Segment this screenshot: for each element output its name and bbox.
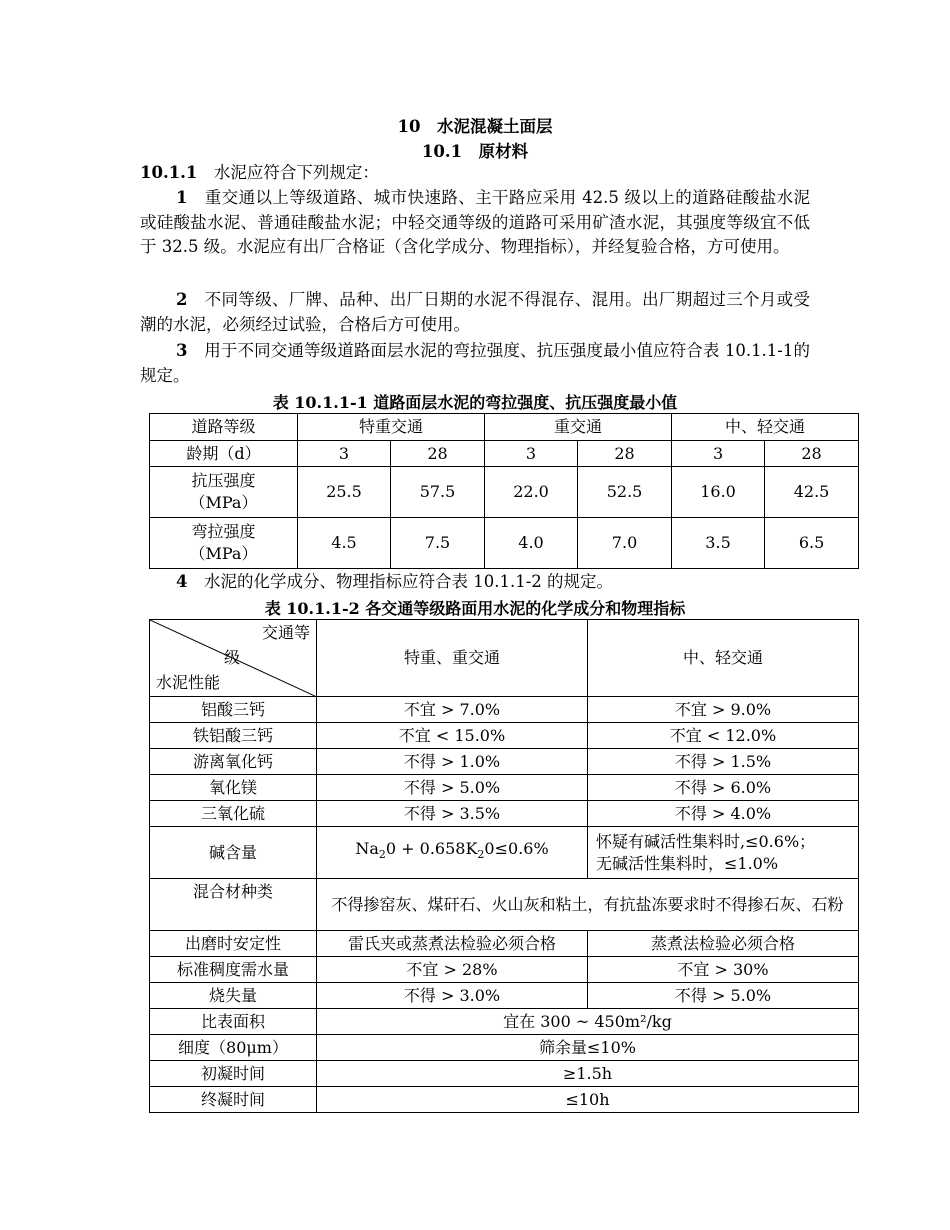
table-row <box>150 441 859 467</box>
value-cell: 不宜 < 12.0% <box>588 723 859 749</box>
item-text: 水泥的化学成分、物理指标应符合表 10.1.1-2 的规定。 <box>203 572 614 591</box>
row-label: 铁铝酸三钙 <box>150 723 317 749</box>
value-cell: 不得 > 3.0% <box>317 983 588 1009</box>
corner-label-bottom: 水泥性能 <box>156 673 221 692</box>
table2-caption: 表 10.1.1-2 各交通等级路面用水泥的化学成分和物理指标 <box>264 599 686 618</box>
formula-subscript: 2 <box>477 848 485 862</box>
row-label <box>150 518 298 569</box>
value-cell: 22.0 <box>485 467 578 518</box>
value-line: 无碱活性集料时，≤1.0% <box>596 853 779 873</box>
header-group: 中、轻交通 <box>672 414 859 441</box>
table1-caption: 表 10.1.1-1 道路面层水泥的弯拉强度、抗压强度最小值 <box>272 393 678 412</box>
item-number: 2 <box>176 290 188 309</box>
item-text: 重交通以上等级道路、城市快速路、主干路应采用 42.5 级以上的道路硅酸盐水泥或硅酸盐水泥、普通硅酸盐水泥；中轻交通等级的道路可采用矿渣水泥，其强度等级宜不低于 32.5 级。水泥应有出厂合格证（含化学成分、物理指标），并经复验合格，方可使用。 <box>140 188 810 256</box>
value-line: 怀疑有碱活性集料时,≤0.6%； <box>596 831 816 851</box>
table-row <box>150 931 859 957</box>
clause-text: 水泥应符合下列规定： <box>213 163 379 182</box>
table-row <box>150 983 859 1009</box>
table-row <box>150 827 859 879</box>
age-cell: 28 <box>578 441 672 467</box>
table-row <box>150 801 859 827</box>
label-line: 抗压强度 <box>191 471 256 490</box>
row-label: 混合材种类 <box>150 879 317 931</box>
value-cell: 不得 > 6.0% <box>588 775 859 801</box>
row-label: 初凝时间 <box>150 1061 317 1087</box>
table-row <box>150 749 859 775</box>
table-row <box>150 467 859 518</box>
header-road-grade: 道路等级 <box>150 414 298 441</box>
value-cell: 不宜 > 28% <box>317 957 588 983</box>
value-cell: 不得 > 3.5% <box>317 801 588 827</box>
value-cell: 蒸煮法检验必须合格 <box>588 931 859 957</box>
item-2 <box>140 288 810 337</box>
value-cell: 不得 > 1.5% <box>588 749 859 775</box>
formula-part: 0 + 0.658K <box>385 839 478 859</box>
merged-value-cell: 宜在 300 ~ 450m²/kg <box>317 1009 859 1035</box>
table-row <box>150 775 859 801</box>
formula-part: 0≤0.6% <box>484 839 549 859</box>
table-row <box>150 518 859 569</box>
table-row <box>150 879 859 931</box>
value-cell: 不得 > 1.0% <box>317 749 588 775</box>
table-row <box>150 620 859 697</box>
item-3 <box>140 339 810 388</box>
chemical-physical-table <box>149 619 859 1113</box>
value-cell: 4.5 <box>298 518 391 569</box>
value-cell: 3.5 <box>672 518 765 569</box>
clause-number: 10.1.1 <box>140 163 198 182</box>
label-unit: （MPa） <box>189 544 258 563</box>
alkali-formula <box>317 827 588 879</box>
header-light-traffic: 中、轻交通 <box>588 620 859 697</box>
row-label: 比表面积 <box>150 1009 317 1035</box>
row-label: 烧失量 <box>150 983 317 1009</box>
value-cell: 57.5 <box>391 467 485 518</box>
age-cell: 3 <box>298 441 391 467</box>
value-cell: 7.0 <box>578 518 672 569</box>
table-row <box>150 697 859 723</box>
merged-value-cell: ≤10h <box>317 1087 859 1113</box>
age-cell: 28 <box>765 441 859 467</box>
diagonal-header-cell <box>150 620 317 697</box>
strength-table <box>149 413 859 569</box>
value-cell: 不得 > 5.0% <box>588 983 859 1009</box>
item-4 <box>140 570 810 595</box>
value-cell: 52.5 <box>578 467 672 518</box>
corner-label-top: 交通等 <box>261 623 310 642</box>
value-cell: 6.5 <box>765 518 859 569</box>
corner-label-mid: 级 <box>224 648 241 667</box>
value-cell: 7.5 <box>391 518 485 569</box>
merged-value-cell: ≥1.5h <box>317 1061 859 1087</box>
value-cell: 不宜 > 7.0% <box>317 697 588 723</box>
header-age: 龄期（d） <box>150 441 298 467</box>
row-label: 三氧化硫 <box>150 801 317 827</box>
header-group: 特重交通 <box>298 414 485 441</box>
item-number: 4 <box>176 572 188 591</box>
value-cell: 不得 > 5.0% <box>317 775 588 801</box>
table-row <box>150 414 859 441</box>
merged-value-cell: 不得掺窑灰、煤矸石、火山灰和粘土，有抗盐冻要求时不得掺石灰、石粉 <box>317 879 859 931</box>
table-row <box>150 1009 859 1035</box>
value-cell: 雷氏夹或蒸煮法检验必须合格 <box>317 931 588 957</box>
merged-value-cell: 筛余量≤10% <box>317 1035 859 1061</box>
age-cell: 3 <box>672 441 765 467</box>
value-cell: 4.0 <box>485 518 578 569</box>
label-line: 弯拉强度 <box>191 522 256 541</box>
clause-10-1-1 <box>140 161 810 186</box>
age-cell: 3 <box>485 441 578 467</box>
header-group: 重交通 <box>485 414 672 441</box>
value-cell: 不得 > 4.0% <box>588 801 859 827</box>
value-cell: 25.5 <box>298 467 391 518</box>
age-cell: 28 <box>391 441 485 467</box>
row-label: 出磨时安定性 <box>150 931 317 957</box>
formula-subscript: 2 <box>378 848 386 862</box>
item-number: 3 <box>176 341 188 360</box>
row-label: 铝酸三钙 <box>150 697 317 723</box>
value-cell: 不宜 < 15.0% <box>317 723 588 749</box>
table-row <box>150 723 859 749</box>
table-row <box>150 1061 859 1087</box>
value-cell: 不宜 > 9.0% <box>588 697 859 723</box>
row-label: 氧化镁 <box>150 775 317 801</box>
value-cell: 42.5 <box>765 467 859 518</box>
row-label: 终凝时间 <box>150 1087 317 1113</box>
row-label: 标准稠度需水量 <box>150 957 317 983</box>
row-label: 游离氧化钙 <box>150 749 317 775</box>
table-row <box>150 1087 859 1113</box>
item-number: 1 <box>176 188 188 207</box>
chapter-title: 10 水泥混凝土面层 <box>397 117 553 136</box>
row-label: 碱含量 <box>150 827 317 879</box>
item-text: 不同等级、厂牌、品种、出厂日期的水泥不得混存、混用。出厂期超过三个月或受潮的水泥，必须经过试验，合格后方可使用。 <box>140 290 811 334</box>
table-row <box>150 957 859 983</box>
table-row <box>150 1035 859 1061</box>
label-unit: （MPa） <box>189 493 258 512</box>
row-label: 细度（80μm） <box>150 1035 317 1061</box>
item-text: 用于不同交通等级道路面层水泥的弯拉强度、抗压强度最小值应符合表 10.1.1-1的规定。 <box>140 341 810 385</box>
header-heavy-traffic: 特重、重交通 <box>317 620 588 697</box>
section-title: 10.1 原材料 <box>421 142 529 161</box>
formula-part: Na <box>355 839 379 859</box>
alkali-light-value <box>588 827 859 879</box>
value-cell: 16.0 <box>672 467 765 518</box>
value-cell: 不宜 > 30% <box>588 957 859 983</box>
item-1 <box>140 186 810 260</box>
row-label <box>150 467 298 518</box>
